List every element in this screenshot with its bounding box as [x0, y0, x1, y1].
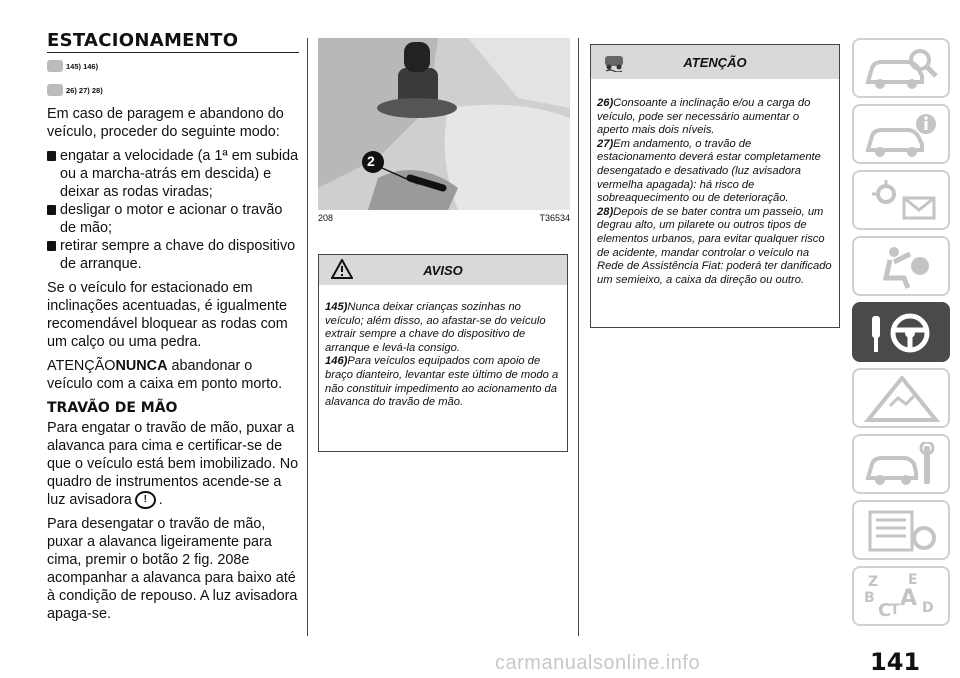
car-magnifier-icon	[864, 46, 940, 92]
bullet-item: engatar a velocidade (a 1ª em subida ou a marcha-atrás em descida) e deixar as rodas viradas;	[47, 147, 299, 201]
bullet-item: desligar o motor e acionar o travão de mão;	[47, 201, 299, 237]
atencao-body	[591, 79, 839, 293]
release-paragraph: Para desengatar o travão de mão, puxar a alavanca ligeiramente para cima, premir o botão 2 fig. 208e acompanhar a alavanca para baixo até à condição de repouso. A luz avisadora apaga-se.	[47, 516, 298, 623]
warning-reference-2: 26) 27) 28)	[47, 84, 103, 96]
aviso-body	[319, 285, 567, 416]
atencao-heading: ATENÇÃO	[683, 55, 747, 70]
specs-list-icon	[864, 508, 940, 554]
aviso-warning-box	[318, 254, 568, 452]
handbrake-illustration	[318, 38, 570, 210]
atencao-note: 28)Depois de se bater contra um passeio, um degrau alto, um pilarete ou outros tipos de elementos urbanos, para evitar qualquer risco de acidente, mandar controlar o veículo na Rede de Assistência Fiat: poderá ter danificado um semieixo, a caixa da direção ou outro.	[597, 205, 832, 286]
airbag-seat-icon	[864, 244, 940, 290]
atencao-note: 26)Consoante a inclinação e/ou a carga do veículo, pode ser necessário aumentar o aperto mais dois níveis.	[597, 97, 811, 137]
brake-warning-lamp-icon: !	[135, 491, 156, 509]
road-warning-icon	[864, 376, 940, 422]
bullet-marker-icon	[47, 241, 56, 251]
car-tools-icon	[864, 442, 940, 488]
tab-starting-driving[interactable]	[852, 302, 950, 362]
atencao-header	[591, 45, 839, 79]
column-divider	[307, 38, 308, 636]
warning-reference-1: 145) 146)	[47, 60, 98, 72]
engage-paragraph: Para engatar o travão de mão, puxar a alavanca para cima e certificar-se de que o veículo está bem imobilizado. No quadro de instrumentos acende-se a luz avisadora ! .	[47, 420, 299, 508]
bullet-marker-icon	[47, 151, 56, 161]
tab-emergency[interactable]	[852, 368, 950, 428]
caution-paragraph: ATENÇÃONUNCA abandonar o veículo com a caixa em ponto morto.	[47, 358, 283, 392]
atencao-note: 27)Em andamento, o travão de estacionamento deverá estar completamente desengatado e desativado (luz avisadora vermelha apagada): há risco de sobreaquecimento ou de deterioração.	[597, 137, 821, 205]
slope-paragraph: Se o veículo for estacionado em inclinações acentuadas, é igualmente recomendável bloquear as rodas com um calço ou uma pedra.	[47, 280, 288, 350]
section-title: ESTACIONAMENTO	[47, 30, 239, 51]
figure-caption	[318, 213, 570, 223]
figure-callout-2: 2	[367, 153, 375, 169]
bullet-marker-icon	[47, 205, 56, 215]
aviso-note: 145)Nunca deixar crianças sozinhas no veículo; além disso, ao afastar-se do veículo extrair sempre a chave do dispositivo de arranque e levá-la consigo.	[325, 301, 546, 354]
key-steering-wheel-icon	[864, 310, 940, 356]
page-number: 141	[870, 648, 921, 676]
aviso-header	[319, 255, 567, 285]
tab-safety[interactable]	[852, 236, 950, 296]
car-warning-icon	[47, 60, 63, 72]
tab-maintenance[interactable]	[852, 434, 950, 494]
handbrake-title: TRAVÃO DE MÃO	[47, 400, 178, 416]
figure-number: 208	[318, 213, 334, 223]
title-rule	[47, 52, 299, 53]
column-divider	[578, 38, 579, 636]
bullet-item: retirar sempre a chave do dispositivo de arranque.	[47, 237, 299, 273]
tab-car-info[interactable]	[852, 104, 950, 164]
tab-car-knowledge[interactable]	[852, 38, 950, 98]
intro-paragraph: Em caso de paragem e abandono do veículo, proceder do seguinte modo:	[47, 106, 284, 140]
watermark: carmanualsonline.info	[495, 652, 701, 674]
car-warning-icon	[47, 84, 63, 96]
handbrake-figure	[318, 38, 570, 210]
warning-lights-icon	[864, 178, 940, 224]
alphabet-index-icon: Z E B A C T D	[864, 572, 934, 621]
parking-instructions	[47, 105, 299, 629]
aviso-note: 146)Para veículos equipados com apoio de braço dianteiro, levantar este último de modo a não constituir impedimento ao acionamento da alavanca do travão de mão.	[325, 355, 559, 409]
tab-warning-lights[interactable]	[852, 170, 950, 230]
aviso-heading: AVISO	[423, 263, 463, 278]
car-info-icon	[864, 112, 940, 158]
tab-technical-data[interactable]	[852, 500, 950, 560]
figure-code: T36534	[539, 213, 570, 223]
atencao-warning-box	[590, 44, 840, 328]
tab-index[interactable]	[852, 566, 950, 626]
